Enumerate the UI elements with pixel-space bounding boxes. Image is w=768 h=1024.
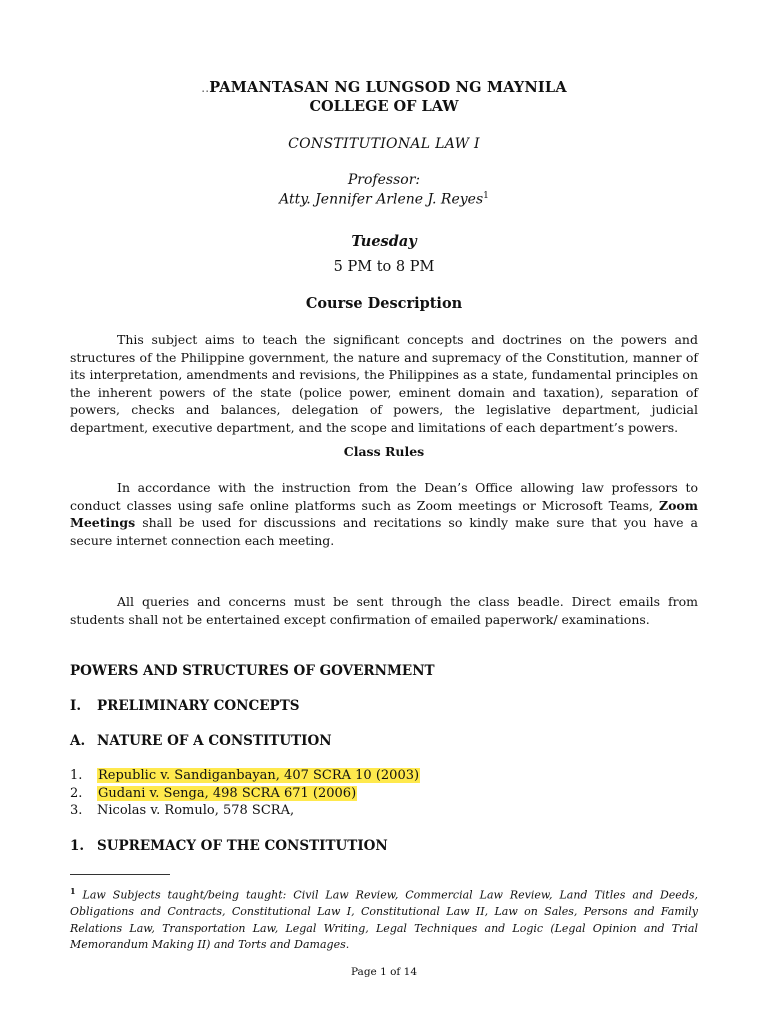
professor-label: Professor:	[347, 172, 421, 188]
course-description-body: This subject aims to teach the significant concepts and doctrines on the powers and structures of the Philippine government, the nature and supremacy of the Constitution, manner of its interpretation, amendments and revisions, the Philippines as a state, fundamental principles on the inherent powers of the state (police power, eminent domain and taxation), separation of powers, checks and balances, delegation of powers, the legislative department, judicial department, executive department, and the scope and limitations of each department’s powers.	[70, 332, 698, 435]
professor-name: Atty. Jennifer Arlene J. Reyes	[279, 191, 484, 208]
course-description-heading: Course Description	[305, 295, 463, 312]
case-list-item	[70, 768, 420, 783]
outline-main-heading: POWERS AND STRUCTURES OF GOVERNMENT	[70, 663, 435, 679]
class-rules-text-before: In accordance with the instruction from the Dean’s Office allowing law professors to conduct classes using safe online platforms such as Zoom meetings or Microsoft Teams,	[70, 480, 698, 513]
subsection-number: 1.	[70, 838, 85, 854]
college-title: COLLEGE OF LAW	[309, 98, 459, 115]
section-number: I.	[70, 698, 82, 714]
case-number: 1.	[70, 768, 83, 783]
class-rules-paragraph-1	[70, 479, 698, 549]
subsection-letter: A.	[70, 733, 86, 749]
case-citation-highlighted: Republic v. Sandiganbayan, 407 SCRA 10 (2003)	[98, 768, 420, 783]
class-day: Tuesday	[351, 233, 417, 250]
subsection-title: SUPREMACY OF THE CONSTITUTION	[97, 838, 388, 854]
course-title: CONSTITUTIONAL LAW I	[288, 136, 480, 152]
section-preliminary-concepts	[70, 698, 300, 714]
case-list-item	[70, 786, 357, 801]
class-rules-paragraph-2: All queries and concerns must be sent through the class beadle. Direct emails from students shall not be entertained except confirmation of emailed paperwork/ examinations.	[70, 594, 698, 627]
footnote	[70, 883, 698, 954]
leading-dots: ..	[201, 81, 210, 95]
footnote-text: Law Subjects taught/being taught: Civil Law Review, Commercial Law Review, Land Titles and Deeds, Obligations and Contracts, Constitutional Law I, Constitutional Law II, Law on Sales, Persons and Family Relations Law, Transportation Law, Legal Writing, Legal Techniques and Logic (Legal Opinion and Trial Memorandum Making II) and Torts and Damages.	[70, 888, 698, 952]
university-title	[70, 79, 698, 96]
section-title: PRELIMINARY CONCEPTS	[97, 698, 300, 714]
page-number: Page 1 of 14	[350, 966, 418, 978]
professor-name-line	[70, 191, 698, 208]
case-citation: Nicolas v. Romulo, 578 SCRA,	[97, 803, 295, 818]
case-number: 2.	[70, 786, 83, 801]
class-rules-text-after: shall be used for discussions and recitations so kindly make sure that you have a secure internet connection each meeting.	[70, 515, 698, 548]
subsection-title: NATURE OF A CONSTITUTION	[97, 733, 332, 749]
zoom-meetings-emphasis: Zoom Meetings	[70, 497, 698, 530]
class-time: 5 PM to 8 PM	[333, 259, 435, 275]
case-list-item	[70, 803, 294, 818]
case-number: 3.	[70, 803, 83, 818]
university-name: PAMANTASAN NG LUNGSOD NG MAYNILA	[209, 79, 567, 96]
class-rules-heading: Class Rules	[343, 444, 425, 459]
footnote-reference: 1	[483, 191, 489, 201]
subsection-supremacy	[70, 838, 388, 854]
footnote-marker: 1	[70, 886, 76, 896]
footnote-divider	[70, 874, 170, 875]
case-citation-highlighted: Gudani v. Senga, 498 SCRA 671 (2006)	[98, 786, 357, 801]
subsection-nature-of-constitution	[70, 733, 332, 749]
